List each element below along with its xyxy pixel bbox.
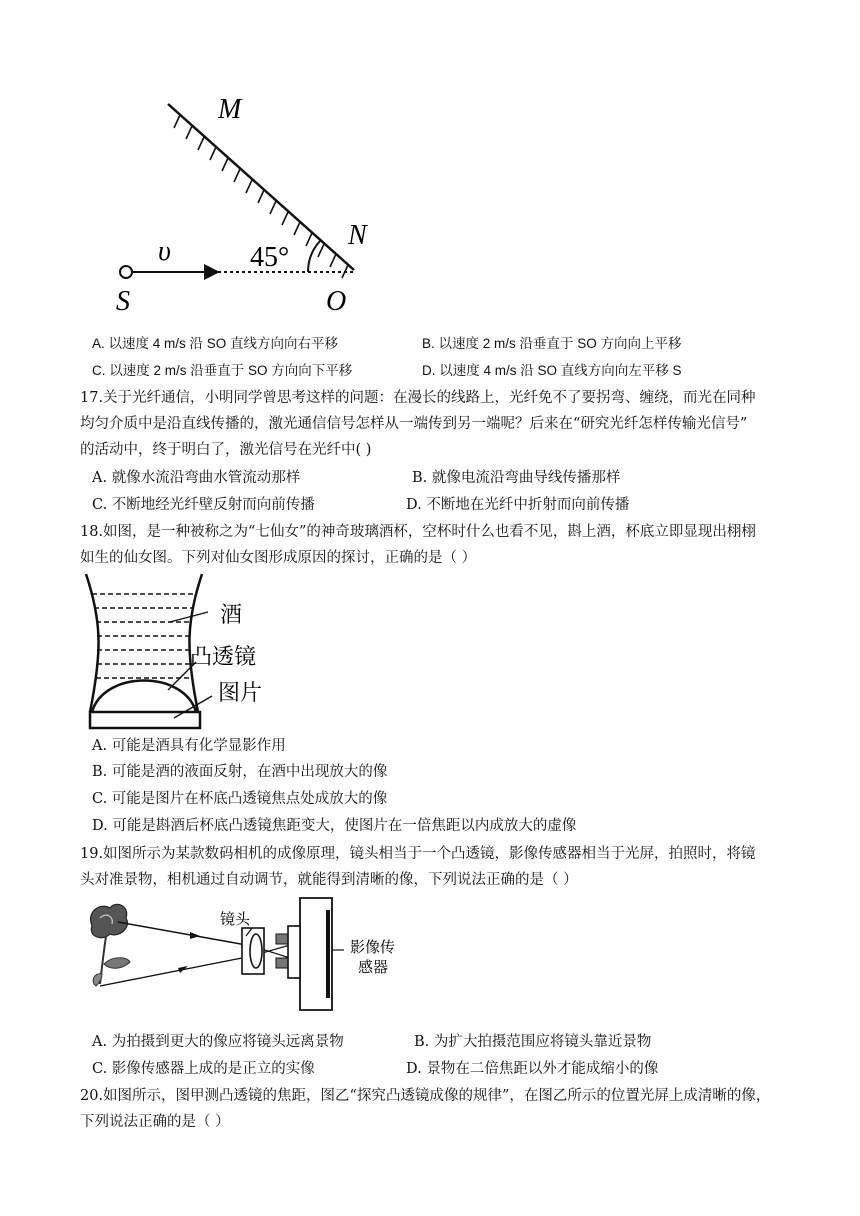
q18-stem-line1: 18.如图，是一种被称之为“七仙女”的神奇玻璃酒杯，空杯时什么也看不见，斟上酒，杯底立即显现出栩栩 [80, 524, 756, 540]
label-wine: 酒 [220, 602, 243, 627]
q16-option-c: C. 以速度 2 m/s 沿垂直于 SO 方向向下平移 [92, 363, 353, 378]
q17-option-a: A. 就像水流沿弯曲水管流动那样 [92, 470, 301, 486]
q18-option-b: B. 可能是酒的液面反射，在酒中出现放大的像 [92, 764, 388, 780]
q17-stem-line3: 的活动中，终于明白了，激光信号在光纤中( ) [80, 442, 372, 458]
q17-stem-line1: 17.关于光纤通信，小明同学曾思考这样的问题：在漫长的线路上，光纤免不了要拐弯、缠绕，而光在同种 [80, 390, 756, 406]
q19-option-d: D. 景物在二倍焦距以外才能成缩小的像 [406, 1061, 659, 1077]
q16-option-a: A. 以速度 4 m/s 沿 SO 直线方向向右平移 [92, 336, 339, 351]
q18-option-a: A. 可能是酒具有化学显影作用 [92, 738, 286, 754]
label-sensor-line1: 影像传 [350, 940, 396, 956]
camera-figure [82, 890, 422, 1020]
label-convex-lens: 凸透镜 [190, 644, 257, 669]
wine-dashes [92, 594, 196, 678]
q16-option-b: B. 以速度 2 m/s 沿垂直于 SO 方向向上平移 [422, 336, 682, 351]
q17-stem-line2: 均匀介质中是沿直线传播的，激光通信信号怎样从一端传到另一端呢？后来在“研究光纤怎样传输光信号” [80, 416, 748, 432]
label-picture: 图片 [218, 680, 263, 705]
angle-label: 45° [250, 242, 290, 273]
q18-stem-line2: 如生的仙女图。下列对仙女图形成原因的探讨，正确的是（ ） [80, 550, 477, 566]
q17-option-c: C. 不断地经光纤壁反射而向前传播 [92, 497, 315, 513]
q17-option-b: B. 就像电流沿弯曲导线传播那样 [412, 470, 621, 486]
q20-stem-line1: 20.如图所示，图甲测凸透镜的焦距，图乙“探究凸透镜成像的规律”，在图乙所示的位置光屏上成清晰的像， [80, 1088, 771, 1104]
velocity-arrow-head [204, 264, 220, 280]
q18-option-d: D. 可能是斟酒后杯底凸透镜焦距变大，使图片在一倍焦距以内成放大的虚像 [92, 818, 577, 834]
glass-base [90, 712, 200, 728]
q19-option-a: A. 为拍摄到更大的像应将镜头远离景物 [92, 1034, 344, 1050]
source-point [120, 266, 132, 278]
label-lens: 镜头 [220, 912, 251, 928]
q20-stem-line2: 下列说法正确的是（ ） [80, 1114, 230, 1130]
q18-option-c: C. 可能是图片在杯底凸透镜焦点处成放大的像 [92, 791, 388, 807]
q17-option-d: D. 不断地在光纤中折射而向前传播 [406, 497, 630, 513]
lens-icon [250, 934, 262, 968]
label-S: S [116, 286, 130, 317]
q16-option-d: D. 以速度 4 m/s 沿 SO 直线方向向左平移 S [422, 363, 682, 378]
wine-glass-figure [84, 572, 274, 734]
label-O: O [326, 286, 347, 317]
q19-option-c: C. 影像传感器上成的是正立的实像 [92, 1061, 315, 1077]
label-N: N [348, 220, 367, 251]
q19-stem-line1: 19.如图所示为某款数码相机的成像原理，镜头相当于一个凸透镜，影像传感器相当于光屏，拍照时，将镜 [80, 846, 756, 862]
convex-lens-dome [92, 681, 196, 713]
label-v: υ [158, 236, 171, 267]
rose-icon [91, 904, 130, 986]
label-M: M [218, 94, 242, 125]
q19-option-b: B. 为扩大拍摄范围应将镜头靠近景物 [414, 1034, 652, 1050]
q19-stem-line2: 头对准景物，相机通过自动调节，就能得到清晰的像，下列说法正确的是（ ） [80, 872, 578, 888]
label-sensor-line2: 感器 [358, 960, 389, 976]
leader-wine [170, 612, 208, 622]
mirror-figure [100, 88, 380, 320]
